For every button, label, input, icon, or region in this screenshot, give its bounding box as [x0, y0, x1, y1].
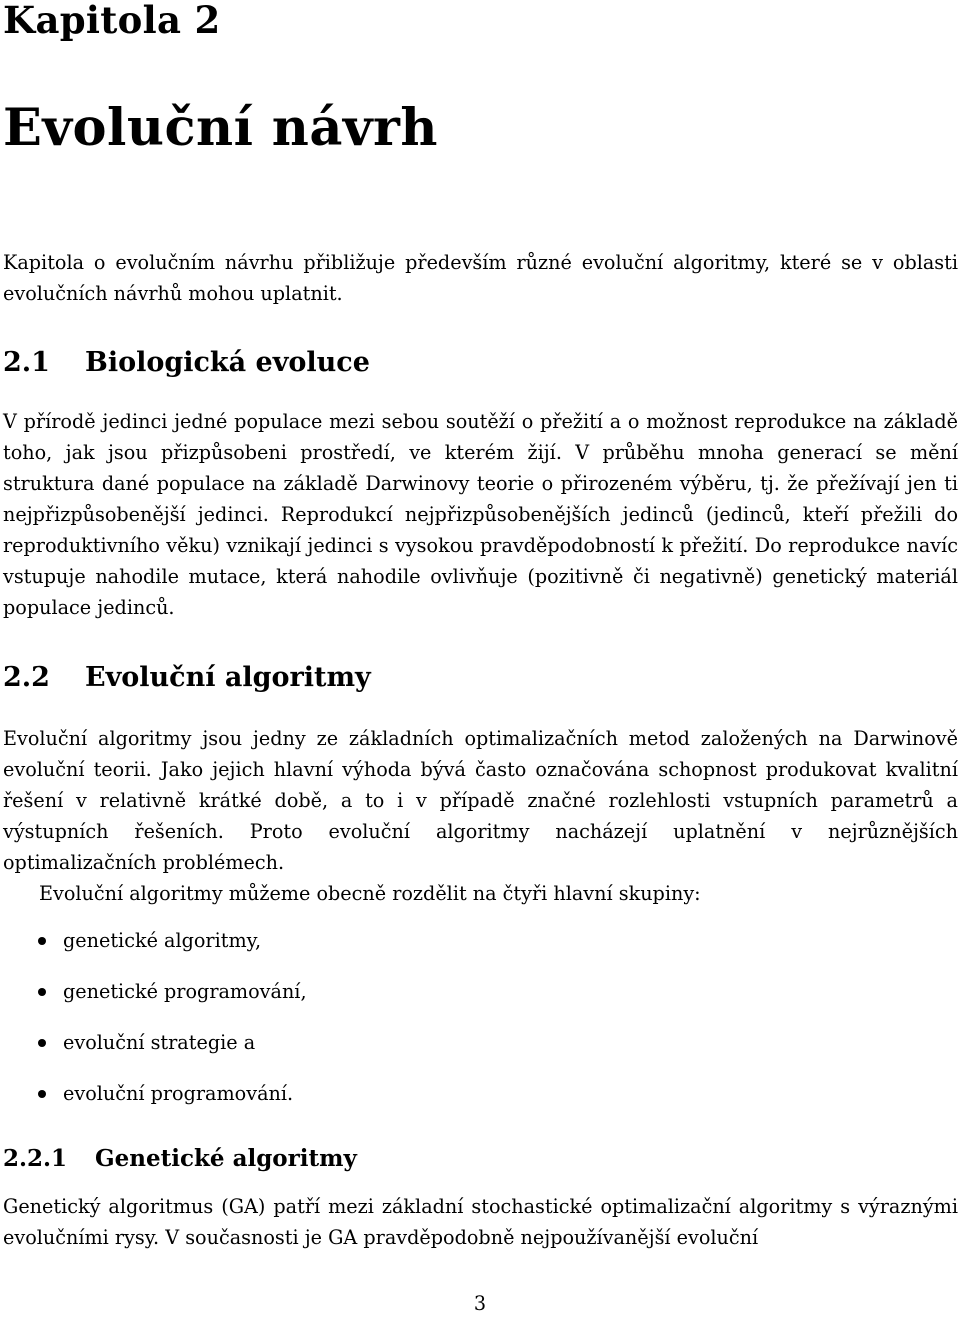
chapter-label: Kapitola 2 [3, 0, 221, 42]
section-number: 2.1 [3, 347, 50, 378]
subsection-number: 2.2.1 [3, 1145, 68, 1172]
list-item [0, 1027, 307, 1078]
list-item-text: genetické algoritmy, [63, 929, 262, 952]
subsection-heading-genetic-algorithms [3, 1145, 357, 1172]
list-item-text: evoluční strategie a [63, 1031, 256, 1054]
bullet-icon [38, 1090, 46, 1098]
chapter-title: Evoluční návrh [3, 98, 438, 158]
section-paragraph-evolutionary-algorithms: Evoluční algoritmy jsou jedny ze základních optimalizačních metod založených na Darwinově evoluční teorii. Jako jejich hlavní výhoda bývá často označována schopnost produkovat kvalitní řešení v relativně krátké době, a to i v případě značné rozlehlosti vstupních parametrů a výstupních řešeních. Proto evoluční algoritmy nacházejí uplatnění v nejrůznějších optimalizačních problémech. [3, 727, 958, 874]
bullet-icon [38, 937, 46, 945]
list-item [0, 1078, 307, 1129]
bullet-icon [38, 988, 46, 996]
list-item-text: evoluční programování. [63, 1082, 294, 1105]
subsection-title: Genetické algoritmy [95, 1145, 357, 1172]
section-heading-evolutionary-algorithms [3, 662, 371, 693]
bullet-icon [38, 1039, 46, 1047]
subsection-paragraph-genetic-algorithms: Genetický algoritmus (GA) patří mezi základní stochastické optimalizační algoritmy s výraznými evolučními rysy. V současnosti je GA pravděpodobně nejpoužívanější evoluční [3, 1195, 958, 1249]
list-item-text: genetické programování, [63, 980, 307, 1003]
section-title: Evoluční algoritmy [85, 662, 371, 693]
intro-paragraph: Kapitola o evolučním návrhu přibližuje především různé evoluční algoritmy, které se v oblasti evolučních návrhů mohou uplatnit. [3, 251, 958, 305]
section-heading-biological-evolution [3, 347, 370, 378]
section-paragraph-groups-intro: Evoluční algoritmy můžeme obecně rozdělit na čtyři hlavní skupiny: [39, 882, 701, 905]
page-number: 3 [473, 1292, 487, 1315]
section-number: 2.2 [3, 662, 50, 693]
section-paragraph-biological-evolution: V přírodě jedinci jedné populace mezi sebou soutěží o přežití a o možnost reprodukce na základě toho, jak jsou přizpůsobeni prostředí, ve kterém žijí. V průběhu mnoha generací se mění struktura dané populace na základě Darwinovy teorie o přirozeném výběru, tj. že přežívají jen ti nejpřizpůsobenější jedinci. Reprodukcí nejpřizpůsobenějších jedinců (jedinců, kteří přežili do reproduktivního věku) vznikají jedinci s vysokou pravděpodobností k přežití. Do reprodukce navíc vstupuje nahodile mutace, která nahodile ovlivňuje (pozitivně či negativně) genetický materiál populace jedinců. [3, 410, 958, 619]
section-title: Biologická evoluce [85, 347, 370, 378]
list-item [0, 925, 307, 976]
list-item [0, 976, 307, 1027]
algorithm-groups-list [0, 925, 307, 1129]
